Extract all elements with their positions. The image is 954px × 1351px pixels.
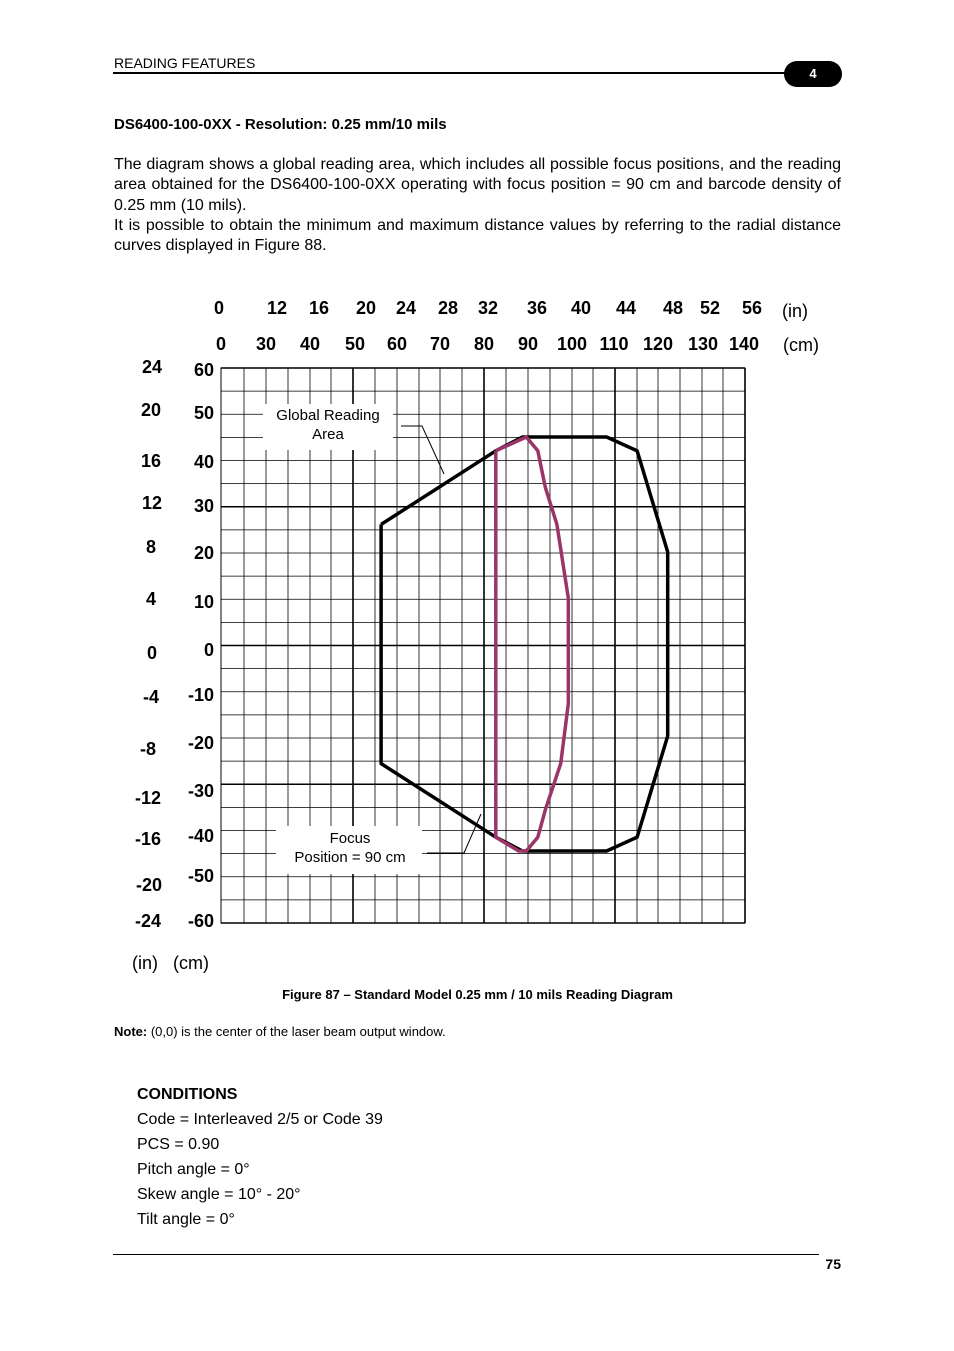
- focus-position-curve: [496, 437, 569, 851]
- note-label: Note:: [114, 1024, 148, 1039]
- global-reading-area-label-line2: Area: [312, 426, 344, 443]
- focus-position-label-line2: Position = 90 cm: [294, 849, 406, 866]
- y-tick-in: 12: [141, 493, 163, 513]
- y-unit-in: (in): [132, 953, 158, 973]
- x-tick-in: 24: [395, 298, 417, 318]
- x-tick-in: 28: [437, 298, 459, 318]
- y-tick-cm: 40: [193, 452, 214, 472]
- x-tick-cm: 70: [429, 334, 451, 354]
- y-tick-in: 20: [140, 400, 162, 420]
- condition-line: PCS = 0.90: [137, 1136, 220, 1153]
- paragraph-intro: The diagram shows a global reading area, which includes all possible focus positions, and the reading area obtained for the DS6400-100-0XX operating with focus position = 90 cm and barcode density of 0.25 mm (10 mils).: [114, 156, 841, 214]
- y-tick-in: -16: [134, 829, 162, 849]
- condition-line: Code = Interleaved 2/5 or Code 39: [137, 1111, 383, 1128]
- y-tick-in: -20: [135, 875, 163, 895]
- y-tick-in: 4: [145, 589, 157, 609]
- page-number: 75: [825, 1256, 841, 1272]
- y-tick-in: 0: [146, 643, 158, 663]
- focus-position-label-line1: Focus: [329, 830, 371, 847]
- y-tick-cm: 0: [203, 640, 214, 660]
- y-tick-cm: 20: [193, 543, 214, 563]
- x-tick-in: 56: [741, 298, 763, 318]
- x-unit-in: (in): [782, 301, 808, 321]
- x-tick-cm: 40: [299, 334, 321, 354]
- x-tick-in: 0: [213, 298, 225, 318]
- chapter-badge: 4: [784, 61, 842, 87]
- y-tick-in: 24: [141, 357, 163, 377]
- x-tick-in: 12: [266, 298, 288, 318]
- y-tick-cm: -50: [187, 866, 214, 886]
- x-tick-cm: 110: [599, 334, 629, 354]
- y-tick-in: -4: [142, 687, 160, 707]
- y-tick-cm: 50: [193, 403, 214, 423]
- y-tick-cm: -20: [187, 733, 214, 753]
- paragraph-reference: It is possible to obtain the minimum and maximum distance values by referring to the radial distance curves displayed in Figure 88.: [114, 217, 841, 255]
- y-tick-in: 16: [140, 451, 162, 471]
- y-tick-in: 8: [145, 537, 157, 557]
- global-reading-area-label-line1: Global Reading: [276, 407, 380, 424]
- diagram-curves: [381, 437, 668, 851]
- x-tick-cm: 100: [556, 334, 588, 354]
- conditions-block: [137, 1082, 383, 1232]
- x-tick-cm: 90: [517, 334, 539, 354]
- conditions-title: CONDITIONS: [137, 1086, 238, 1103]
- x-tick-cm: 0: [215, 334, 227, 354]
- x-tick-in: 16: [308, 298, 330, 318]
- x-tick-cm: 50: [344, 334, 366, 354]
- y-tick-in: -12: [134, 788, 162, 808]
- y-unit-cm: (cm): [173, 953, 209, 973]
- figure-caption: Figure 87 – Standard Model 0.25 mm / 10 mils Reading Diagram: [282, 987, 673, 1002]
- x-tick-cm: 60: [386, 334, 408, 354]
- y-tick-cm: 10: [193, 592, 214, 612]
- condition-line: Skew angle = 10° - 20°: [137, 1186, 301, 1203]
- x-tick-in: 40: [570, 298, 592, 318]
- diagram-annotations: [263, 404, 481, 874]
- y-tick-cm: 30: [193, 496, 214, 516]
- x-tick-cm: 80: [473, 334, 495, 354]
- section-title: DS6400-100-0XX - Resolution: 0.25 mm/10 mils: [114, 116, 447, 133]
- x-tick-in: 32: [477, 298, 499, 318]
- leader-line: [427, 814, 481, 853]
- y-tick-cm: -10: [187, 685, 214, 705]
- x-tick-cm: 140: [728, 334, 760, 354]
- x-tick-cm: 120: [642, 334, 674, 354]
- x-unit-cm: (cm): [783, 335, 819, 355]
- y-tick-in: -8: [139, 739, 157, 759]
- note-text: (0,0) is the center of the laser beam output window.: [147, 1024, 446, 1039]
- x-tick-in: 48: [662, 298, 684, 318]
- leader-line: [401, 426, 444, 474]
- x-tick-cm: 130: [687, 334, 719, 354]
- x-tick-in: 52: [699, 298, 721, 318]
- footer-rule: [113, 1254, 819, 1255]
- y-tick-cm: -30: [187, 781, 214, 801]
- x-tick-cm: 30: [255, 334, 277, 354]
- condition-line: Pitch angle = 0°: [137, 1161, 250, 1178]
- x-tick-in: 36: [526, 298, 548, 318]
- x-tick-in: 44: [615, 298, 637, 318]
- y-tick-cm: 60: [193, 360, 214, 380]
- axis-ticks: [132, 298, 819, 973]
- y-tick-cm: -60: [187, 911, 214, 931]
- y-tick-cm: -40: [187, 826, 214, 846]
- running-header: READING FEATURES: [114, 55, 256, 71]
- note: [114, 1024, 446, 1039]
- global-reading-area-curve: [381, 437, 668, 851]
- y-tick-in: -24: [134, 911, 162, 931]
- condition-line: Tilt angle = 0°: [137, 1211, 235, 1228]
- x-tick-in: 20: [355, 298, 377, 318]
